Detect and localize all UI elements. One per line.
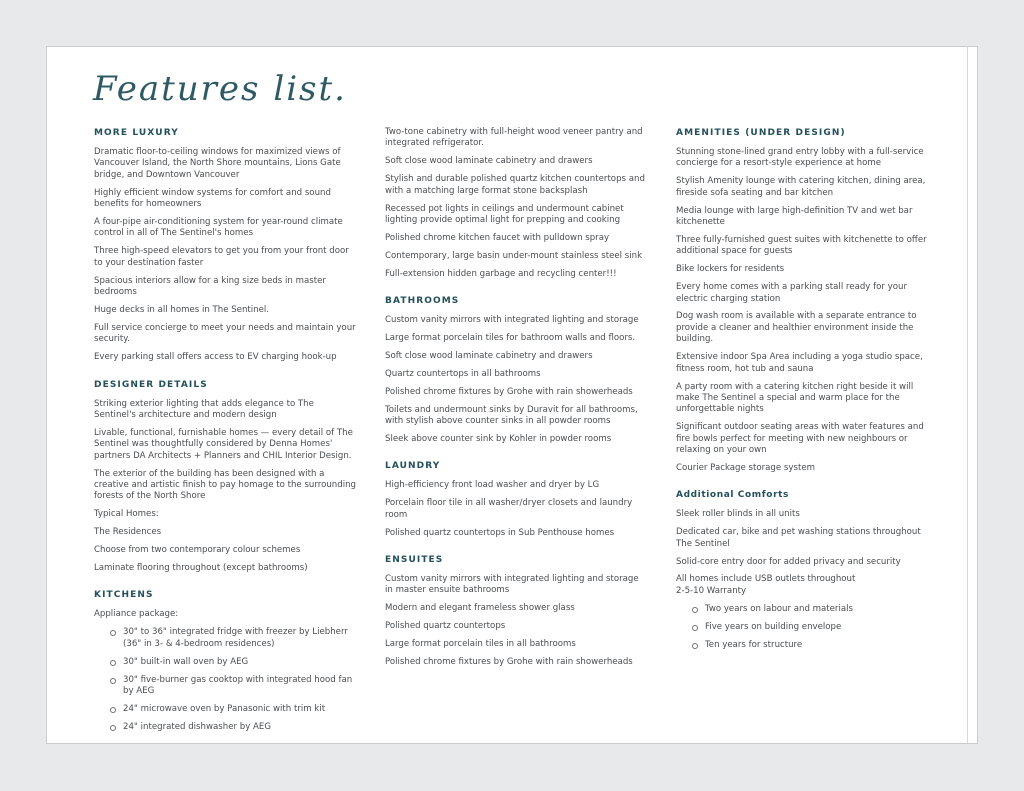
list-item: Sleek above counter sink by Kohler in powder rooms <box>385 433 612 444</box>
section-heading: DESIGNER DETAILS <box>94 379 208 390</box>
page-title: Features list. <box>93 69 347 109</box>
list-item: Striking exterior lighting that adds elegance to The Sentinel's architecture and modern design <box>94 398 314 420</box>
list-item: Polished chrome kitchen faucet with pulldown spray <box>385 232 610 243</box>
section-heading: ENSUITES <box>385 554 444 565</box>
list-item: Media lounge with large high-definition TV and wet bar kitchenette <box>676 205 913 228</box>
sub-list-item: 24" microwave oven by Panasonic with trim kit <box>94 704 356 715</box>
list-item: Polished quartz countertops <box>385 621 506 632</box>
list-item: The exterior of the building has been designed with a creative and artistic finish to pay homage to the surrounding forests of the North Shore <box>94 468 356 502</box>
section-more-luxury <box>94 127 356 364</box>
section-kitchens <box>94 589 356 733</box>
list-item: Bike lockers for residents <box>676 264 785 275</box>
section-bathrooms <box>385 295 647 445</box>
list-item: Stunning stone-lined grand entry lobby with a full-service concierge for a resort-style experience at home <box>676 147 924 169</box>
list-item: Solid-core entry door for added privacy and security <box>676 556 901 567</box>
list-item: Laminate flooring throughout (except bathrooms) <box>94 563 308 574</box>
circle-bullet-icon <box>692 643 698 649</box>
section-amenities <box>676 127 938 474</box>
list-item: High-efficiency front load washer and dryer by LG <box>385 480 600 491</box>
list-item: Dramatic floor-to-ceiling windows for maximized views of Vancouver Island, the North Shore mountains, Lions Gate bridge, and Downtown Vancouver <box>94 147 341 180</box>
list-item: Polished chrome fixtures by Grohe with rain showerheads <box>385 656 633 667</box>
list-item: All homes include USB outlets throughout <box>676 574 856 585</box>
column-2 <box>385 127 647 675</box>
list-item: Stylish and durable polished quartz kitchen countertops and with a matching large format stone backsplash <box>385 174 645 196</box>
list-item: Two-tone cabinetry with full-height wood veneer pantry and integrated refrigerator. <box>385 127 643 149</box>
list-item: Soft close wood laminate cabinetry and drawers <box>385 156 593 167</box>
list-item: Dedicated car, bike and pet washing stations throughout The Sentinel <box>676 527 921 549</box>
circle-bullet-icon <box>110 725 116 731</box>
section-heading: BATHROOMS <box>385 296 460 307</box>
sub-list-item: 24" integrated dishwasher by AEG <box>94 722 356 733</box>
list-item: Huge decks in all homes in The Sentinel. <box>94 304 270 315</box>
column-3 <box>676 127 938 658</box>
list-item: Toilets and undermount sinks by Duravit for all bathrooms, with stylish above counter sinks in all powder rooms <box>385 404 638 426</box>
list-item: Contemporary, large basin under-mount stainless steel sink <box>385 250 643 261</box>
list-item: Three fully-furnished guest suites with kitchenette to offer additional space for guests <box>676 234 927 257</box>
section-heading: KITCHENS <box>94 590 154 601</box>
list-item: Large format porcelain tiles in all bathrooms <box>385 639 576 650</box>
list-item: Three high-speed elevators to get you from your front door to your destination faster <box>94 246 349 268</box>
list-item: Modern and elegant frameless shower glass <box>385 603 575 614</box>
section-kitchens-continued <box>385 127 647 280</box>
column-1 <box>94 127 356 740</box>
list-item: Full-extension hidden garbage and recycling center!!! <box>385 268 617 279</box>
list-item: Livable, functional, furnishable homes — every detail of The Sentinel was thoughtfully considered by Denna Homes' partners DA Architects + Planners and CHIL Interior Design. <box>94 427 353 461</box>
sub-list-item: 30" to 36" integrated fridge with freezer by Liebherr (36" in 3- & 4-bedroom residences) <box>94 627 356 650</box>
section-heading: Additional Comforts <box>676 490 789 501</box>
circle-bullet-icon <box>110 678 116 684</box>
list-item: Spacious interiors allow for a king size beds in master bedrooms <box>94 275 326 298</box>
circle-bullet-icon <box>110 630 116 636</box>
list-item: A party room with a catering kitchen right beside it will make The Sentinel a special and warm place for the unforgettable nights <box>676 381 914 415</box>
list-item: Significant outdoor seating areas with water features and fire bowls perfect for meeting with new neighbours or relaxing on your own <box>676 422 924 456</box>
circle-bullet-icon <box>692 607 698 613</box>
sub-list-item: Ten years for structure <box>676 640 938 651</box>
list-item: Sleek roller blinds in all units <box>676 509 800 520</box>
list-item: Every home comes with a parking stall ready for your electric charging station <box>676 282 907 304</box>
section-ensuites <box>385 554 647 668</box>
list-item: Polished chrome fixtures by Grohe with rain showerheads <box>385 386 633 397</box>
sub-list-item: 30" five-burner gas cooktop with integrated hood fan by AEG <box>94 675 356 698</box>
list-item: Typical Homes: <box>94 509 159 520</box>
warranty-list <box>676 604 938 651</box>
circle-bullet-icon <box>110 660 116 666</box>
list-item: Porcelain floor tile in all washer/dryer closets and laundry room <box>385 498 633 520</box>
section-heading: LAUNDRY <box>385 461 441 472</box>
warranty-label: 2-5-10 Warranty <box>676 585 747 596</box>
list-item: Appliance package: <box>94 609 179 620</box>
appliance-list <box>94 627 356 733</box>
section-additional-comforts <box>676 489 938 651</box>
sub-list-item: Two years on labour and materials <box>676 604 938 615</box>
section-laundry <box>385 460 647 539</box>
list-item: Choose from two contemporary colour schemes <box>94 545 301 556</box>
list-item: Full service concierge to meet your needs and maintain your security. <box>94 322 356 345</box>
section-heading: AMENITIES (UNDER DESIGN) <box>676 128 846 138</box>
list-item: Stylish Amenity lounge with catering kitchen, dining area, fireside sofa seating and bar kitchen <box>676 176 926 198</box>
list-item: Extensive indoor Spa Area including a yoga studio space, fitness room, hot tub and sauna <box>676 352 923 374</box>
list-item: Custom vanity mirrors with integrated lighting and storage in master ensuite bathrooms <box>385 573 639 596</box>
list-item: Quartz countertops in all bathrooms <box>385 368 541 379</box>
list-item: Soft close wood laminate cabinetry and drawers <box>385 350 593 361</box>
sub-list-item: Five years on building envelope <box>676 622 938 633</box>
list-item: Recessed pot lights in ceilings and undermount cabinet lighting provide optimal light for prepping and cooking <box>385 203 624 225</box>
list-item: The Residences <box>94 527 162 538</box>
section-designer-details <box>94 379 356 575</box>
section-heading: MORE LUXURY <box>94 128 179 138</box>
list-item: Large format porcelain tiles for bathroom walls and floors. <box>385 332 636 343</box>
list-item: Polished quartz countertops in Sub Penthouse homes <box>385 527 615 538</box>
document-page <box>46 46 978 744</box>
list-item: Dog wash room is available with a separate entrance to provide a cleaner and healthier environment inside the building. <box>676 311 917 345</box>
list-item: Courier Package storage system <box>676 462 815 473</box>
sub-list-item: 30" built-in wall oven by AEG <box>94 657 356 668</box>
list-item: Highly efficient window systems for comfort and sound benefits for homeowners <box>94 187 331 210</box>
circle-bullet-icon <box>110 707 116 713</box>
list-item: Every parking stall offers access to EV charging hook-up <box>94 352 337 363</box>
list-item: Custom vanity mirrors with integrated lighting and storage <box>385 315 639 326</box>
list-item: A four-pipe air-conditioning system for year-round climate control in all of The Sentinel's homes <box>94 217 343 239</box>
circle-bullet-icon <box>692 625 698 631</box>
